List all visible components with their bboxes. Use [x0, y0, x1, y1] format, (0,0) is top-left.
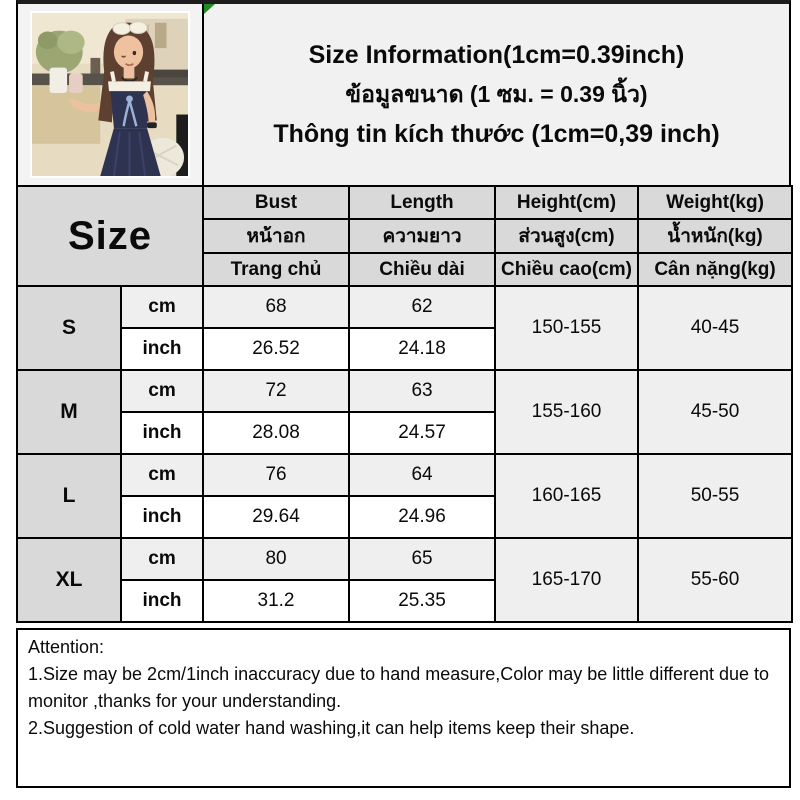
col-header-length-vi: Chiều dài [349, 253, 495, 286]
bust-inch-xl: 31.2 [203, 580, 349, 622]
title-thai: ข้อมูลขนาด (1 ซม. = 0.39 นิ้ว) [345, 80, 648, 107]
length-inch-xl: 25.35 [349, 580, 495, 622]
size-label-xl: XL [17, 538, 121, 622]
col-header-bust-vi: Trang chủ [203, 253, 349, 286]
table-row [17, 370, 792, 412]
table-row [17, 286, 792, 328]
title-english: Size Information(1cm=0.39inch) [308, 40, 685, 69]
col-header-weight-th: น้ำหนัก(kg) [638, 219, 792, 253]
col-header-bust-en: Bust [203, 186, 349, 219]
size-chart-document [16, 0, 791, 788]
length-inch-s: 24.18 [349, 328, 495, 370]
bust-inch-m: 28.08 [203, 412, 349, 454]
unit-inch-label: inch [121, 412, 203, 454]
bust-inch-l: 29.64 [203, 496, 349, 538]
col-header-length-th: ความยาว [349, 219, 495, 253]
attention-note-2: 2.Suggestion of cold water hand washing,it can help items keep their shape. [28, 718, 635, 738]
green-corner-flag-icon [204, 4, 215, 14]
col-header-weight-en: Weight(kg) [638, 186, 792, 219]
weight-range-xl: 55-60 [638, 538, 792, 622]
size-label-l: L [17, 454, 121, 538]
unit-cm-label: cm [121, 370, 203, 412]
height-range-xl: 165-170 [495, 538, 638, 622]
weight-range-s: 40-45 [638, 286, 792, 370]
height-range-l: 160-165 [495, 454, 638, 538]
header-band [16, 0, 791, 187]
length-inch-m: 24.57 [349, 412, 495, 454]
title-cell [204, 4, 789, 185]
bust-cm-s: 68 [203, 286, 349, 328]
unit-cm-label: cm [121, 538, 203, 580]
bust-cm-l: 76 [203, 454, 349, 496]
length-cm-xl: 65 [349, 538, 495, 580]
col-header-height-vi: Chiều cao(cm) [495, 253, 638, 286]
length-inch-l: 24.96 [349, 496, 495, 538]
weight-range-m: 45-50 [638, 370, 792, 454]
model-photo-illustration [32, 13, 188, 176]
unit-inch-label: inch [121, 580, 203, 622]
attention-note-1: 1.Size may be 2cm/1inch inaccuracy due to hand measure,Color may be little different due to monitor ,thanks for your understanding. [28, 664, 770, 711]
bust-cm-xl: 80 [203, 538, 349, 580]
unit-inch-label: inch [121, 328, 203, 370]
table-row [17, 538, 792, 580]
unit-inch-label: inch [121, 496, 203, 538]
model-photo [30, 11, 190, 178]
size-corner-header: Size [17, 186, 203, 286]
title-vietnamese: Thông tin kích thước (1cm=0,39 inch) [273, 119, 720, 148]
header-row-english [17, 186, 792, 219]
col-header-bust-th: หน้าอก [203, 219, 349, 253]
col-header-length-en: Length [349, 186, 495, 219]
col-header-height-en: Height(cm) [495, 186, 638, 219]
size-label-s: S [17, 286, 121, 370]
table-row [17, 454, 792, 496]
col-header-weight-vi: Cân nặng(kg) [638, 253, 792, 286]
attention-title: Attention: [28, 637, 105, 657]
length-cm-s: 62 [349, 286, 495, 328]
unit-cm-label: cm [121, 286, 203, 328]
length-cm-l: 64 [349, 454, 495, 496]
height-range-m: 155-160 [495, 370, 638, 454]
height-range-s: 150-155 [495, 286, 638, 370]
size-label-m: M [17, 370, 121, 454]
col-header-height-th: ส่วนสูง(cm) [495, 219, 638, 253]
size-table [16, 185, 793, 623]
attention-box [16, 628, 791, 788]
product-photo-cell [18, 4, 204, 185]
weight-range-l: 50-55 [638, 454, 792, 538]
length-cm-m: 63 [349, 370, 495, 412]
unit-cm-label: cm [121, 454, 203, 496]
bust-inch-s: 26.52 [203, 328, 349, 370]
bust-cm-m: 72 [203, 370, 349, 412]
